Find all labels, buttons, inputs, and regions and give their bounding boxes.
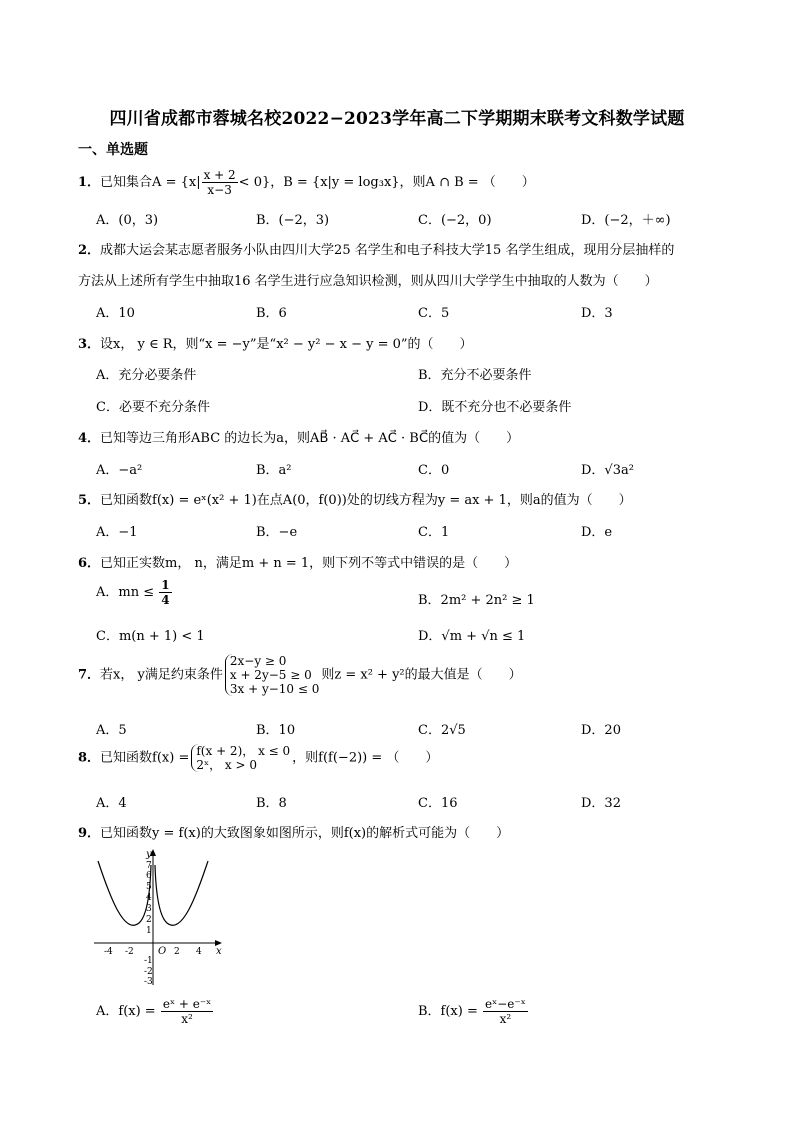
option-c[interactable]: C．(−2，0) <box>418 213 492 228</box>
y-tick-label: 3 <box>146 904 152 914</box>
question-text: 已知等边三角形ABC 的边长为a，则AB⃗ · AC⃗ + AC⃗ · BC⃗的值为（ ） <box>100 431 520 446</box>
x-axis-label: x <box>216 946 222 957</box>
option-d[interactable]: D．32 <box>581 796 621 811</box>
question-9 <box>78 822 509 841</box>
option-c[interactable]: C．2√5 <box>418 723 466 738</box>
option-b[interactable]: B．充分不必要条件 <box>418 368 532 383</box>
option-c[interactable]: C．0 <box>418 463 450 478</box>
fraction-denominator: x² <box>181 1012 193 1026</box>
y-tick-label: 1 <box>146 926 152 936</box>
question-text: 已知集合A = {x| <box>100 175 201 190</box>
fraction-denominator: x−3 <box>207 183 232 197</box>
question-text: 已知函数f(x) = <box>100 750 190 766</box>
question-7 <box>78 654 522 696</box>
constraint-row: x + 2y−5 ≥ 0 <box>229 668 312 682</box>
question-text-tail: ，则f(f(−2)) = （ ） <box>292 750 439 766</box>
fraction-numerator: eˣ−e⁻ˣ <box>485 997 526 1011</box>
piecewise-definition <box>191 744 290 772</box>
question-number: 7． <box>78 667 101 683</box>
y-tick-label: -1 <box>144 956 153 966</box>
option-a[interactable] <box>96 997 214 1026</box>
fraction <box>202 168 238 197</box>
option-a[interactable]: A．5 <box>96 723 127 738</box>
constraint-row: 3x + y−10 ≤ 0 <box>229 682 320 696</box>
option-c[interactable]: C．1 <box>418 525 450 540</box>
x-tick-label: -2 <box>125 947 134 957</box>
option-a[interactable]: A．−1 <box>96 525 138 540</box>
question-number: 3． <box>78 337 101 352</box>
option-c[interactable]: C．m(n + 1) < 1 <box>96 629 205 644</box>
question-text: 成都大运会某志愿者服务小队由四川大学25 名学生和电子科技大学15 名学生组成，现用分层抽样的 <box>100 243 675 258</box>
question-1 <box>78 168 535 197</box>
y-axis-label: y <box>146 849 152 860</box>
question-number: 8． <box>78 750 101 766</box>
question-number: 1． <box>78 175 101 190</box>
option-c[interactable]: C．必要不充分条件 <box>96 400 210 415</box>
piecewise-row: f(x + 2)， x ≤ 0 <box>196 744 291 758</box>
question-number: 9． <box>78 826 101 841</box>
question-4 <box>78 427 519 446</box>
option-b-text: B．f(x) = <box>418 1004 478 1019</box>
option-b[interactable]: B．8 <box>256 796 287 811</box>
section-heading: 一、单选题 <box>78 142 148 158</box>
option-b[interactable]: B．(−2，3) <box>256 213 330 228</box>
origin-label: O <box>158 946 167 957</box>
option-a[interactable]: A．充分必要条件 <box>96 368 197 383</box>
y-tick-label: 4 <box>146 893 152 903</box>
x-tick-label: 4 <box>196 947 202 957</box>
option-d[interactable]: D．e <box>581 525 613 540</box>
question-text: 已知函数f(x) = eˣ(x² + 1)在点A(0，f(0))处的切线方程为y = ax + 1，则a的值为（ ） <box>100 493 632 508</box>
option-c[interactable]: C．5 <box>418 306 450 321</box>
question-number: 2． <box>78 243 101 258</box>
fraction <box>159 578 171 607</box>
function-graph <box>90 847 230 987</box>
option-d[interactable]: D．3 <box>581 306 613 321</box>
y-tick-label: 2 <box>146 915 152 925</box>
option-b[interactable]: B．a² <box>256 463 292 478</box>
option-a[interactable] <box>96 578 173 607</box>
question-number: 6． <box>78 556 101 571</box>
y-tick-label: 5 <box>146 882 152 892</box>
y-tick-label: 6 <box>146 871 152 881</box>
option-d[interactable]: D．√m + √n ≤ 1 <box>418 629 526 644</box>
question-text-tail: 则z = x² + y²的最大值是（ ） <box>321 667 522 683</box>
option-a[interactable]: A．(0，3) <box>96 213 159 228</box>
option-a[interactable]: A．10 <box>96 306 135 321</box>
option-b[interactable]: B．−e <box>256 525 298 540</box>
option-b[interactable]: B．6 <box>256 306 287 321</box>
piecewise-row: 2ˣ， x > 0 <box>196 758 257 772</box>
option-a[interactable]: A．−a² <box>96 463 143 478</box>
page-title: 四川省成都市蓉城名校2022−2023学年高二下学期期末联考文科数学试题 <box>109 109 685 129</box>
option-c[interactable]: C．16 <box>418 796 458 811</box>
question-8 <box>78 744 438 772</box>
question-text: 设x， y ∈ R，则“x = −y”是“x² − y² − x − y = 0”的（ ） <box>100 337 473 352</box>
option-b[interactable] <box>418 997 529 1026</box>
question-6 <box>78 552 517 571</box>
question-3 <box>78 333 473 352</box>
question-text: 已知函数y = f(x)的大致图象如图所示，则f(x)的解析式可能为（ ） <box>100 826 510 841</box>
question-text: 若x， y满足约束条件 <box>100 667 223 683</box>
fraction-denominator: 4 <box>161 593 170 607</box>
question-number: 5． <box>78 493 101 508</box>
y-tick-label: 7 <box>146 861 152 871</box>
option-a-text: A．f(x) = <box>96 1004 156 1019</box>
option-a-text: A．mn ≤ <box>96 585 155 600</box>
x-tick-label: 2 <box>174 947 180 957</box>
question-2-line-2: 方法从上述所有学生中抽取16 名学生进行应急知识检测，则从四川大学学生中抽取的人数为（ ） <box>78 274 658 289</box>
fraction <box>483 997 528 1026</box>
question-text-tail: < 0}，B = {x|y = log₃x}，则A ∩ B = （ ） <box>238 175 535 190</box>
option-d[interactable]: D．√3a² <box>581 463 634 478</box>
question-2 <box>78 239 674 258</box>
curve-right-branch <box>155 861 208 925</box>
constraint-row: 2x−y ≥ 0 <box>229 654 287 668</box>
fraction-numerator: eˣ + e⁻ˣ <box>162 997 212 1011</box>
option-b[interactable]: B．10 <box>256 723 296 738</box>
option-a[interactable]: A．4 <box>96 796 127 811</box>
fraction <box>161 997 213 1026</box>
curve-left-branch <box>98 861 151 925</box>
option-d[interactable]: D．既不充分也不必要条件 <box>418 400 572 415</box>
question-text: 已知正实数m， n，满足m + n = 1，则下列不等式中错误的是（ ） <box>100 556 518 571</box>
fraction-denominator: x² <box>499 1012 512 1026</box>
option-d[interactable]: D．20 <box>581 723 621 738</box>
y-tick-label: -3 <box>144 977 153 987</box>
question-5 <box>78 489 632 508</box>
fraction-numerator: 1 <box>161 578 170 592</box>
fraction-numerator: x + 2 <box>203 168 236 182</box>
x-tick-label: -4 <box>104 947 113 957</box>
option-b[interactable]: B．2m² + 2n² ≥ 1 <box>418 593 535 608</box>
option-d[interactable]: D．(−2，＋∞) <box>581 213 671 228</box>
constraint-system <box>225 654 320 696</box>
y-tick-label: -2 <box>144 967 153 977</box>
question-number: 4． <box>78 431 101 446</box>
